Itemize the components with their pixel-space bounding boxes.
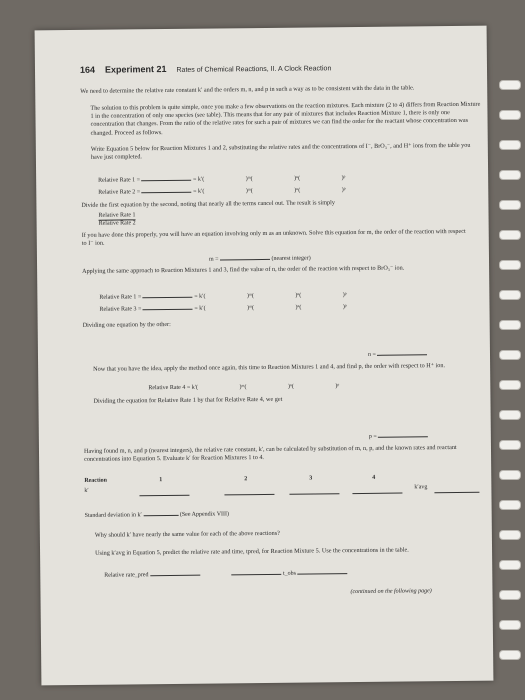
hole-icon	[499, 290, 521, 300]
stdev-label: Standard deviation in k′	[84, 512, 142, 519]
exp-p-1: )ᵖ	[341, 175, 346, 182]
col-1: 1	[159, 477, 163, 484]
paragraph-3: Write Equation 5 below for Reaction Mixtures 1 and 2, substituting the relative rates and the concentrations of I⁻, BrO₃⁻, and H⁺ ions from the table you have just completed.	[90, 141, 471, 162]
paragraph-11: Using k′avg in Equation 5, predict the relative rate and time, tpred, for Reaction Mixture 5. Use the concentrations in the table.	[95, 546, 409, 557]
t-obs-label: t_obs	[282, 570, 296, 577]
hole-icon	[499, 350, 521, 360]
paragraph-8: Now that you have the idea, apply the method once again, this time to Reaction Mixtures 1 and 4, and find p, the order with respect to H⁺ ion.	[93, 362, 446, 373]
rr1-blank[interactable]	[141, 174, 191, 182]
paragraph-4: Divide the first equation by the second, noting that nearly all the terms cancel out. The result is simply	[81, 199, 335, 209]
hole-icon	[499, 380, 521, 390]
paragraph-10: Having found m, n, and p (nearest integers), the relative rate constant, k′, can be calculated by substitution of m, n, p, and the known rates and reactant concentrations into Equation 5. Evaluate k′ for Reaction Mixtures 1 to 4.	[83, 443, 457, 464]
exp-p-4: )ᵖ	[335, 383, 340, 390]
k4-blank[interactable]	[352, 487, 402, 495]
rr1-label: Relative Rate 1 =	[98, 177, 141, 184]
p-label: p =	[368, 433, 377, 440]
exp-m-2: )ᵐ(	[245, 188, 253, 195]
k-row-label: k′	[84, 487, 89, 494]
n-answer	[368, 348, 427, 358]
col-3: 3	[309, 475, 313, 482]
k3-blank[interactable]	[289, 487, 339, 495]
nearest-integer-note: (nearest integer)	[271, 255, 311, 262]
n-blank[interactable]	[377, 348, 427, 356]
k-prime-1: = k′(	[192, 176, 205, 183]
hole-icon	[499, 530, 521, 540]
rate-eq-4	[148, 383, 339, 391]
question-1: Why should k′ have nearly the same value for each of the above reactions?	[94, 529, 280, 539]
rr2-label: Relative Rate 2 =	[98, 189, 141, 196]
stdev-blank[interactable]	[143, 509, 178, 516]
kavg-blank[interactable]	[434, 486, 479, 493]
rr1b-blank[interactable]	[143, 291, 193, 299]
hole-icon	[499, 650, 521, 660]
exp-n-3: )ⁿ(	[295, 304, 302, 311]
k1-blank[interactable]	[139, 489, 189, 497]
n-label: n =	[367, 351, 376, 358]
paragraph-7: Dividing one equation by the other:	[82, 320, 171, 329]
page-header	[80, 62, 331, 75]
ratio-fraction	[98, 212, 135, 227]
k-table	[84, 474, 484, 508]
exp-n-2: )ⁿ(	[294, 187, 301, 194]
hole-icon	[499, 410, 521, 420]
paragraph-9: Dividing the equation for Relative Rate 1 by that for Relative Rate 4, we get	[93, 395, 283, 405]
k-prime-3: = k′(	[194, 305, 206, 312]
tpred-blank[interactable]	[231, 568, 281, 576]
rr2-blank[interactable]	[142, 186, 192, 194]
p-blank[interactable]	[378, 430, 428, 438]
k-avg-label: k′avg	[414, 484, 428, 491]
binder-holes	[493, 80, 521, 670]
m-blank[interactable]	[220, 253, 270, 261]
ratio-numerator: Relative Rate 1	[98, 212, 136, 219]
rate-eq-1	[98, 172, 345, 184]
hole-icon	[499, 260, 521, 270]
rate-eq-2	[98, 184, 345, 196]
tobs-blank[interactable]	[297, 567, 347, 575]
col-4: 4	[372, 474, 376, 481]
hole-icon	[499, 140, 521, 150]
worksheet-page	[35, 26, 494, 686]
col-2: 2	[244, 476, 248, 483]
exp-m-4: )ᵐ(	[239, 384, 247, 391]
page-number: 164	[79, 64, 96, 75]
hole-icon	[499, 170, 521, 180]
rr4-label: Relative Rate 4 = k′(	[148, 384, 199, 392]
k-prime-2: = k′(	[193, 188, 205, 195]
hole-icon	[499, 320, 521, 330]
hole-icon	[499, 440, 521, 450]
paragraph-2: The solution to this problem is quite simple, once you make a few observations on the reaction mixtures. Each mixture (2 to 4) differs from Reaction Mixture 1 in the concentration of only one species (see table). This means that for any pair of mixtures that includes Reaction Mixture 1, there is only one concentration that changes. From the ratio of the relative rates for such a pair of mixtures we can find the order for the reactant whose concentration was changed. Proceed as follows.	[90, 100, 481, 137]
k-prime-1b: = k′(	[194, 293, 206, 300]
ratio-denominator: Relative Rate 2	[98, 220, 136, 227]
exp-p-3: )ᵖ	[342, 304, 347, 311]
rate-eq-1b	[99, 289, 346, 301]
prediction-row	[104, 567, 347, 579]
exp-n-1b: )ⁿ(	[295, 292, 302, 299]
paragraph-1: We need to determine the relative rate constant k′ and the orders m, n, and p in such a way as to be consistent with the data in the table.	[80, 84, 415, 95]
hole-icon	[499, 200, 521, 210]
exp-m-1b: )ᵐ(	[246, 293, 254, 300]
appendix-note: (See Appendix VIII)	[179, 511, 230, 518]
hole-icon	[499, 470, 521, 480]
experiment-label: Experiment 21	[104, 64, 167, 75]
exp-p-2: )ᵖ	[341, 187, 346, 194]
exp-m-3: )ᵐ(	[247, 305, 255, 312]
k2-blank[interactable]	[224, 488, 274, 496]
hole-icon	[499, 500, 521, 510]
exp-n-4: )ⁿ(	[287, 383, 294, 390]
rr3-blank[interactable]	[143, 303, 193, 311]
hole-icon	[499, 110, 521, 120]
hole-icon	[499, 80, 521, 90]
chapter-title: Rates of Chemical Reactions, II. A Clock Reaction	[176, 65, 332, 74]
hole-icon	[499, 560, 521, 570]
stdev-row	[85, 508, 229, 519]
exp-p-1b: )ᵖ	[342, 292, 347, 299]
m-answer	[209, 253, 311, 263]
relrate-pred-blank[interactable]	[150, 569, 200, 577]
relrate-pred-label: Relative rate_pred	[104, 572, 149, 579]
rr3-label: Relative Rate 3 =	[99, 306, 142, 313]
paragraph-6: Applying the same approach to Reaction Mixtures 1 and 3, find the value of n, the order of the reaction with respect to BrO₃⁻ ion.	[82, 264, 405, 275]
paragraph-5: If you have done this properly, you will have an equation involving only m as an unknown. Solve this equation for m, the order of the reaction with respect to I⁻ ion.	[81, 227, 466, 248]
p-answer	[369, 430, 428, 440]
reaction-header: Reaction	[84, 477, 108, 484]
hole-icon	[499, 230, 521, 240]
hole-icon	[499, 590, 521, 600]
m-label: m =	[208, 256, 219, 263]
exp-n-1: )ⁿ(	[294, 175, 301, 182]
hole-icon	[499, 620, 521, 630]
rr1b-label: Relative Rate 1 =	[99, 294, 142, 301]
rate-eq-3	[99, 301, 346, 313]
footer-note: (continued on the following page)	[350, 588, 432, 596]
exp-m-1: )ᵐ(	[245, 176, 253, 183]
